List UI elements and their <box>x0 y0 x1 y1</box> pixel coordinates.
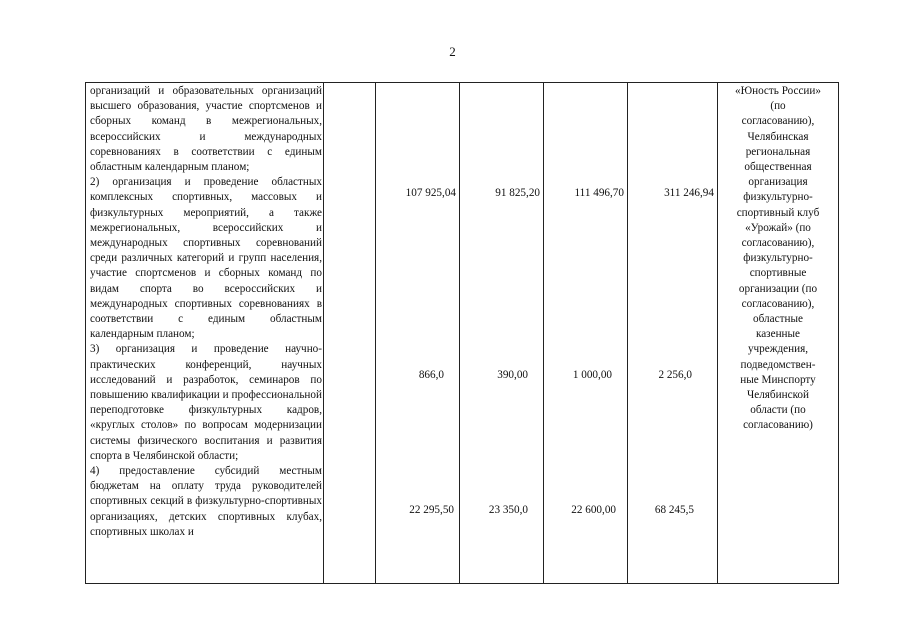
executor-line: организация <box>748 176 808 189</box>
measure-text-4: 4) предоставление субсидий местным бюджетам на оплату труда руководителей спортивных секций в физкультурно-спортивных организациях, детских спортивных клубах, спортивных школах и <box>90 465 322 538</box>
amount-item3-col2: 390,00 <box>497 369 528 381</box>
executor-line: Челябинская <box>747 130 809 143</box>
amount-item2-col2: 91 825,20 <box>495 187 540 199</box>
column-divider <box>323 83 324 583</box>
amount-item2-col1: 107 925,04 <box>405 187 456 199</box>
amount-item3-col3: 1 000,00 <box>572 369 612 381</box>
executor-line: физкультурно- <box>743 191 813 204</box>
executor-line: области (по <box>750 404 806 417</box>
amount-item4-total: 68 245,5 <box>654 504 694 516</box>
amount-item3-total: 2 256,0 <box>658 369 692 381</box>
executor-line: «Урожай» (по <box>745 221 811 234</box>
executor-line: согласованию), <box>741 297 815 310</box>
executor-line: организации (по <box>738 282 818 295</box>
executor-line: спортивные <box>749 267 807 280</box>
executor-line: общественная <box>744 161 812 174</box>
amount-item3-col1: 866,0 <box>418 369 444 381</box>
executor-line: физкультурно- <box>743 252 813 265</box>
measure-text-1: организаций и образовательных организаций высшего образования, участие спортсменов и сборных команд в межрегиональных, всероссийских и международных соревнованиях в соответствии с единым областным календарным планом; <box>90 85 322 174</box>
measure-text-3: 3) организация и проведение научно-практических конференций, научных исследований и разработок, семинаров по повышению квалификации и профессиональной переподготовке физкультурных кадров, «круглых столов» по вопросам модернизации системы физического воспитания и развития спорта в Челябинской области; <box>90 343 322 462</box>
executor-line: учреждения, <box>747 343 809 356</box>
amount-item2-total: 311 246,94 <box>664 187 714 199</box>
amount-item4-col1: 22 295,50 <box>409 504 454 516</box>
executor-line: согласованию), <box>741 237 815 250</box>
executor-line: региональная <box>745 145 811 158</box>
amount-item4-col2: 23 350,0 <box>488 504 528 516</box>
amount-item4-col3: 22 600,00 <box>571 504 616 516</box>
executor-line: областные <box>753 313 803 326</box>
measure-description-cell <box>90 84 322 540</box>
executors-cell <box>718 84 838 434</box>
executor-line: казенные <box>755 328 801 341</box>
executor-line: ные Минспорту <box>740 373 816 386</box>
program-table <box>85 82 839 584</box>
executor-line: согласованию) <box>743 419 813 432</box>
measure-text-2: 2) организация и проведение областных комплексных спортивных, массовых и физкультурных мероприятий, а также межрегиональных, всероссийских и международных спортивных соревнований среди различных категорий и групп населения, участие спортсменов и сборных команд по видам спорта во всероссийских и международных спортивных соревнованиях в соответствии с единым областным календарным планом; <box>90 176 322 341</box>
executor-line: Челябинской <box>746 389 810 402</box>
amount-item2-col3: 111 496,70 <box>574 187 624 199</box>
executor-line: «Юность России» <box>734 85 822 97</box>
executor-line: (по <box>770 100 786 113</box>
executor-line: подведомствен- <box>740 358 816 371</box>
executor-line: согласованию), <box>741 115 815 128</box>
executor-line: спортивный клуб <box>736 206 820 219</box>
page-number: 2 <box>449 44 456 59</box>
